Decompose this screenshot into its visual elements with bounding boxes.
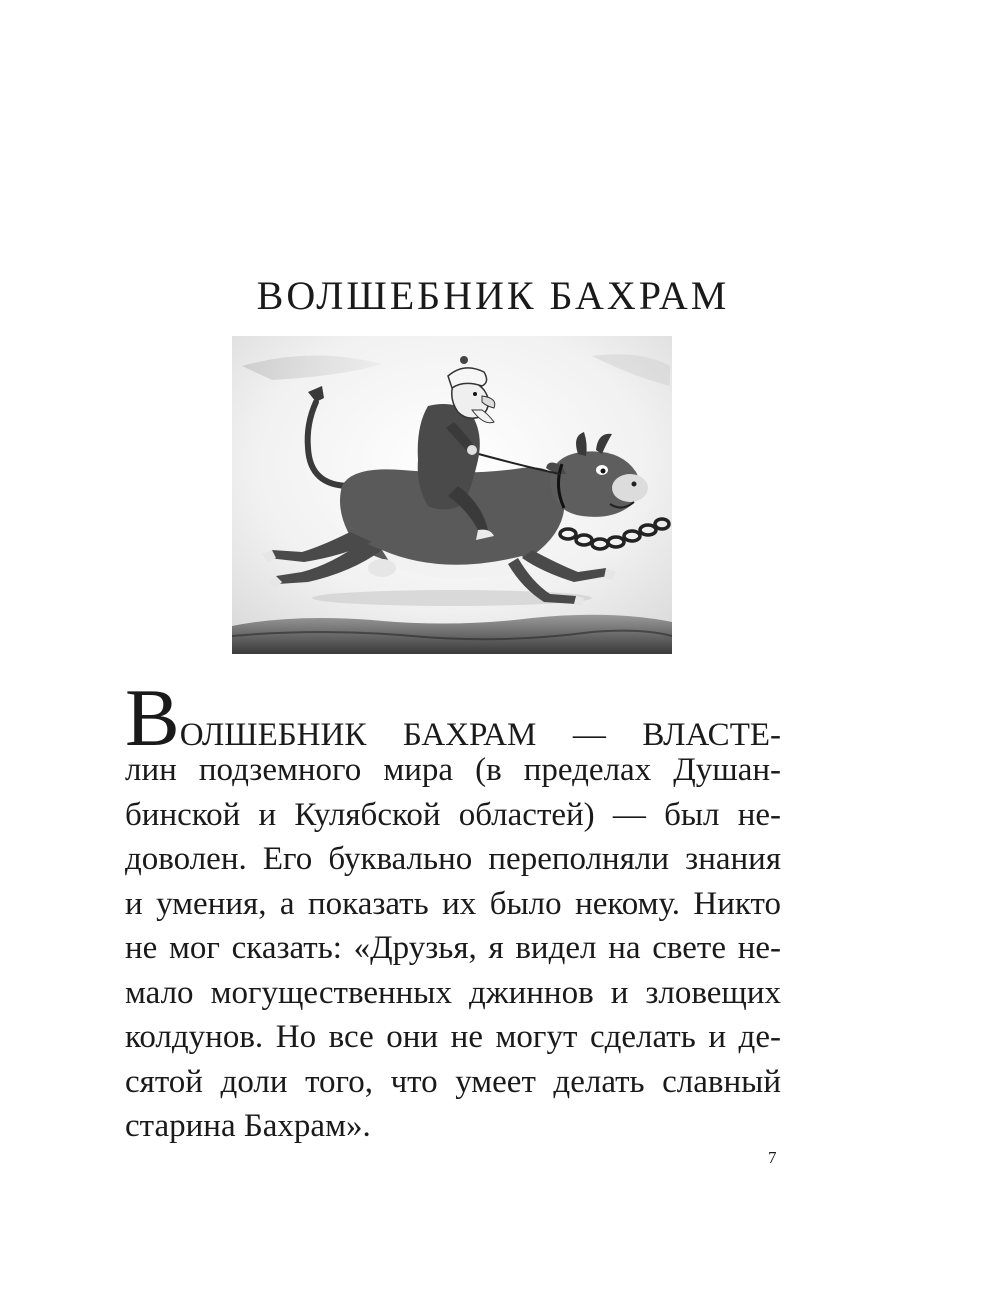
paragraph-line-7: мало могущественных джиннов и зловещих <box>125 974 781 1011</box>
paragraph-line-10: старина Бахрам». <box>125 1108 371 1144</box>
paragraph-line-5: и умения, а показать их было некому. Никто <box>125 885 781 922</box>
chapter-title: ВОЛШЕБНИК БАХРАМ <box>256 273 730 318</box>
paragraph-line-4: доволен. Его буквально переполняли знания <box>125 841 781 877</box>
paragraph-line-2: лин подземного мира (в пределах Душан- <box>125 752 781 788</box>
body-paragraph <box>125 672 781 1149</box>
old-man-riding-cow-illustration <box>232 336 672 654</box>
page-number: 7 <box>768 1148 777 1167</box>
paragraph-line-3: бинской и Кулябской областей) — был не- <box>125 796 781 833</box>
paragraph-line-8: колдунов. Но все они не могут сделать и де- <box>125 1019 781 1055</box>
paragraph-line-9: сятой доли того, что умеет делать славный <box>125 1063 781 1100</box>
drop-cap: В <box>125 672 180 763</box>
paragraph-line-1 <box>125 672 781 763</box>
paragraph-line-text: ОЛШЕБНИК БАХРАМ — ВЛАСТЕ- <box>179 717 781 753</box>
paragraph-line-6: не мог сказать: «Друзья, я видел на свете не- <box>125 930 781 966</box>
